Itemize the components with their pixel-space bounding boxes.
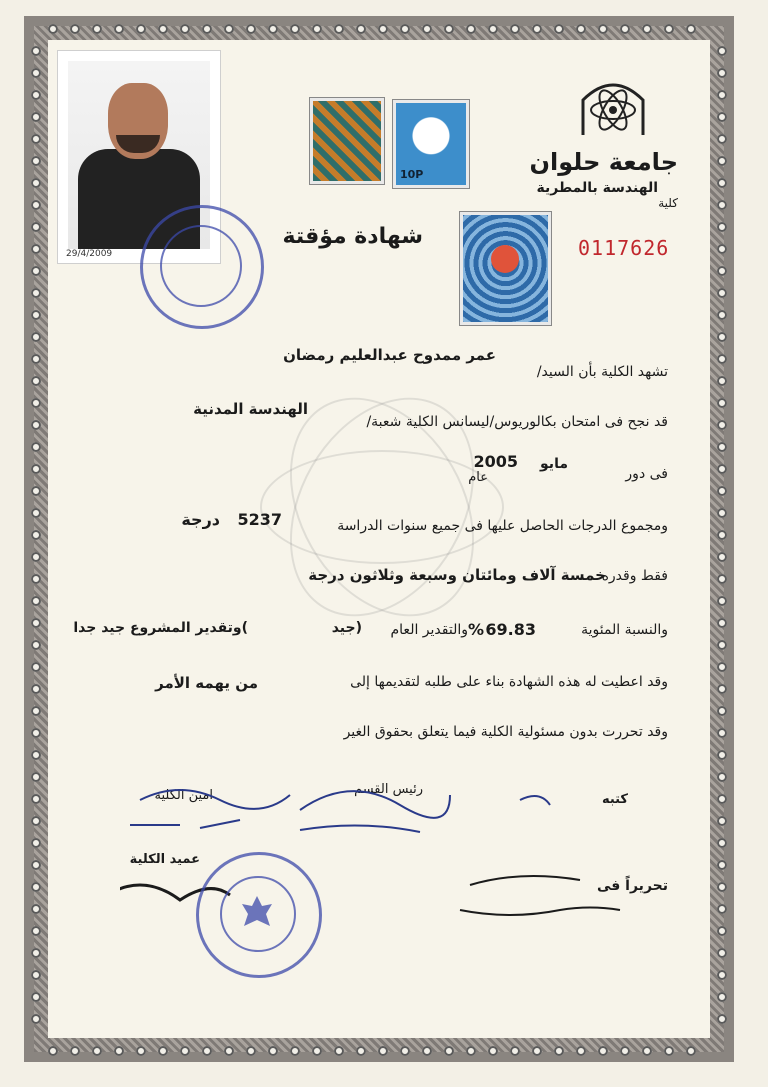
dean-label: عميد الكلية	[129, 852, 200, 867]
border-dot	[356, 24, 366, 34]
eagle-emblem-icon	[238, 892, 276, 932]
border-dot	[717, 244, 727, 254]
border-dot	[31, 948, 41, 958]
writer-label: كتبه	[601, 792, 628, 807]
border-dot	[466, 24, 476, 34]
border-dot	[532, 24, 542, 34]
border-dot	[31, 882, 41, 892]
border-dot	[717, 508, 727, 518]
border-dot	[378, 1046, 388, 1056]
border-dot	[717, 420, 727, 430]
border-dot	[717, 178, 727, 188]
line-8-text: وقد تحررت بدون مسئولية الكلية فيما يتعلق بحقوق الغير	[343, 724, 668, 740]
border-dot	[717, 354, 727, 364]
percent-sign: %	[467, 620, 484, 639]
session: مايو	[540, 456, 568, 472]
overall-grade: (جيد	[331, 620, 362, 636]
serial-number: 0117626	[578, 236, 670, 260]
secretary-label: امين الكلية	[154, 788, 213, 803]
certificate-title: شهادة مؤقتة	[282, 224, 423, 249]
project-grade: )وتقدير المشروع جيد جدا	[73, 620, 248, 636]
border-dot	[717, 816, 727, 826]
border-dot	[717, 574, 727, 584]
line-7-text: وقد اعطيت له هذه الشهادة بناء على طلبه لتقديمها إلى	[350, 674, 668, 690]
border-dot	[576, 24, 586, 34]
border-dot	[31, 904, 41, 914]
border-dot	[31, 992, 41, 1002]
overall-grade-label: والتقدير العام	[390, 622, 468, 638]
border-dot	[488, 24, 498, 34]
border-dot	[717, 794, 727, 804]
border-dot	[642, 1046, 652, 1056]
border-dot	[31, 398, 41, 408]
border-dot	[31, 574, 41, 584]
border-dot	[31, 244, 41, 254]
border-dot	[717, 156, 727, 166]
border-dot	[717, 970, 727, 980]
line-2-label: قد نجح فى امتحان بكالوريوس/ليسانس الكلية شعبة/	[366, 414, 668, 430]
border-dot	[31, 772, 41, 782]
border-dot	[92, 24, 102, 34]
border-dot	[31, 926, 41, 936]
border-dot	[378, 24, 388, 34]
border-dot	[180, 1046, 190, 1056]
border-dot	[31, 68, 41, 78]
border-dot	[114, 24, 124, 34]
line-7-recipient: من يهمه الأمر	[155, 674, 258, 692]
border-dot	[686, 24, 696, 34]
border-dot	[717, 288, 727, 298]
border-dot	[180, 24, 190, 34]
border-dot	[136, 24, 146, 34]
border-dot	[717, 68, 727, 78]
border-dot	[48, 1046, 58, 1056]
border-dot	[31, 112, 41, 122]
border-dot	[664, 24, 674, 34]
border-dot	[31, 178, 41, 188]
border-dot	[422, 24, 432, 34]
faculty-name: الهندسة بالمطرية	[536, 180, 658, 196]
faculty-prefix: كلية	[658, 196, 678, 210]
border-dot	[717, 530, 727, 540]
border-dot	[31, 662, 41, 672]
border-dot	[31, 332, 41, 342]
year: 2005	[473, 452, 518, 471]
border-dot	[717, 46, 727, 56]
line-6-label: والنسبة المئوية	[581, 622, 668, 638]
border-dot	[717, 684, 727, 694]
border-dot	[31, 1014, 41, 1024]
border-dot	[422, 1046, 432, 1056]
border-dot	[246, 1046, 256, 1056]
border-dot	[70, 24, 80, 34]
border-dot	[334, 1046, 344, 1056]
border-dot	[717, 222, 727, 232]
border-dot	[31, 376, 41, 386]
border-dot	[31, 838, 41, 848]
border-dot	[31, 530, 41, 540]
border-dot	[466, 1046, 476, 1056]
border-dot	[717, 926, 727, 936]
border-dot	[268, 24, 278, 34]
border-dot	[717, 310, 727, 320]
border-dot	[717, 948, 727, 958]
border-dot	[246, 24, 256, 34]
border-dot	[554, 24, 564, 34]
border-dot	[717, 706, 727, 716]
department: الهندسة المدنية	[193, 400, 308, 418]
border-dot	[31, 134, 41, 144]
border-dot	[400, 24, 410, 34]
border-dot	[290, 1046, 300, 1056]
border-dot	[717, 860, 727, 870]
border-dot	[158, 1046, 168, 1056]
border-dot	[31, 46, 41, 56]
border-dot	[31, 222, 41, 232]
border-dot	[31, 156, 41, 166]
border-dot	[31, 200, 41, 210]
border-dot	[31, 750, 41, 760]
border-dot	[664, 1046, 674, 1056]
department-head-label: رئيس القسم	[354, 782, 423, 797]
border-dot	[620, 1046, 630, 1056]
border-dot	[717, 552, 727, 562]
border-dot	[268, 1046, 278, 1056]
border-dot	[554, 1046, 564, 1056]
border-dot	[31, 816, 41, 826]
border-dot	[31, 552, 41, 562]
border-dot	[620, 24, 630, 34]
border-dot	[717, 728, 727, 738]
border-dot	[31, 860, 41, 870]
border-dot	[532, 1046, 542, 1056]
border-dot	[717, 904, 727, 914]
photo-seal-inner	[160, 225, 242, 307]
border-dot	[642, 24, 652, 34]
border-dot	[400, 1046, 410, 1056]
score-unit: درجة	[181, 510, 220, 529]
border-dot	[334, 24, 344, 34]
border-dot	[717, 376, 727, 386]
revenue-stamp-3-emblem	[491, 245, 519, 273]
student-name: عمر ممدوح عبدالعليم رمضان	[283, 346, 496, 364]
border-dot	[576, 1046, 586, 1056]
border-dot	[717, 442, 727, 452]
score-in-words: خمسة آلاف ومائتان وسبعة وثلاثون درجة	[308, 566, 606, 584]
border-dot	[717, 1014, 727, 1024]
border-dot	[31, 486, 41, 496]
revenue-stamp-3	[460, 212, 551, 325]
border-dot	[717, 838, 727, 848]
border-dot	[31, 728, 41, 738]
border-dot	[31, 706, 41, 716]
percentage: 69.83	[485, 620, 536, 639]
revenue-stamp-2-value: 10P	[400, 168, 424, 181]
revenue-stamp-1	[310, 98, 384, 184]
border-dot	[31, 618, 41, 628]
border-dot	[31, 596, 41, 606]
border-dot	[158, 24, 168, 34]
border-dot	[312, 24, 322, 34]
border-dot	[717, 200, 727, 210]
border-dot	[510, 24, 520, 34]
year-label: عام	[468, 470, 488, 485]
border-dot	[92, 1046, 102, 1056]
border-dot	[717, 640, 727, 650]
border-dot	[717, 750, 727, 760]
border-dot	[510, 1046, 520, 1056]
border-dot	[31, 640, 41, 650]
border-dot	[31, 354, 41, 364]
issued-date-label: تحريراً فى	[596, 878, 668, 894]
border-dot	[31, 970, 41, 980]
border-dot	[717, 596, 727, 606]
border-dot	[717, 772, 727, 782]
watermark-orbit	[260, 450, 504, 564]
border-dot	[356, 1046, 366, 1056]
photo-date: 29/4/2009	[66, 249, 113, 259]
border-dot	[31, 288, 41, 298]
border-dot	[488, 1046, 498, 1056]
line-5-label: فقط وقدره	[601, 568, 668, 584]
border-dot	[224, 24, 234, 34]
university-name: جامعة حلوان	[529, 148, 678, 176]
border-dot	[202, 1046, 212, 1056]
border-dot	[312, 1046, 322, 1056]
border-dot	[717, 464, 727, 474]
border-dot	[31, 508, 41, 518]
border-dot	[717, 992, 727, 1002]
border-dot	[202, 24, 212, 34]
line-3-label: فى دور	[625, 466, 668, 482]
border-dot	[31, 266, 41, 276]
border-dot	[717, 662, 727, 672]
border-dot	[31, 464, 41, 474]
line-4-label: ومجموع الدرجات الحاصل عليها فى جميع سنوات الدراسة	[337, 518, 668, 534]
border-dot	[717, 486, 727, 496]
revenue-stamp-2	[393, 100, 469, 188]
border-dot	[717, 112, 727, 122]
border-dot	[444, 1046, 454, 1056]
border-dot	[598, 24, 608, 34]
border-dot	[686, 1046, 696, 1056]
border-dot	[31, 310, 41, 320]
border-dot	[717, 618, 727, 628]
border-dot	[224, 1046, 234, 1056]
border-dot	[598, 1046, 608, 1056]
border-dot	[444, 24, 454, 34]
border-dot	[31, 794, 41, 804]
border-dot	[290, 24, 300, 34]
border-dot	[717, 332, 727, 342]
border-dot	[717, 90, 727, 100]
border-dot	[114, 1046, 124, 1056]
border-dot	[717, 882, 727, 892]
border-dot	[717, 134, 727, 144]
border-dot	[717, 398, 727, 408]
border-dot	[31, 684, 41, 694]
total-score: 5237	[237, 510, 282, 529]
line-1-label: تشهد الكلية بأن السيد/	[536, 364, 668, 380]
border-dot	[31, 90, 41, 100]
university-logo-icon	[578, 70, 648, 140]
border-dot	[48, 24, 58, 34]
border-dot	[70, 1046, 80, 1056]
border-dot	[717, 266, 727, 276]
border-dot	[136, 1046, 146, 1056]
border-dot	[31, 442, 41, 452]
border-dot	[31, 420, 41, 430]
